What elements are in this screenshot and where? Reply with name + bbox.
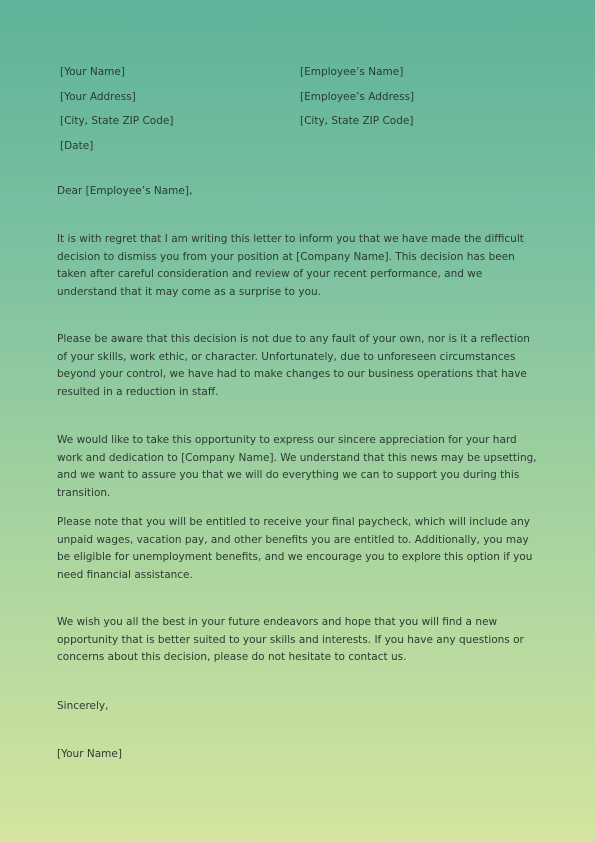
recipient-address: [Employee’s Address] xyxy=(300,90,415,103)
sender-city-state-zip: [City, State ZIP Code] xyxy=(60,115,174,127)
signature-name: [Your Name] xyxy=(57,748,122,760)
recipient-name: [Employee’s Name] xyxy=(300,66,404,78)
paragraph-3: We would like to take this opportunity to express our sincere appreciation for your hard work and dedication to [Company Name]. We understand that this news may be upsetting, and we want to assure you that we will do everything we can to support you during this transition. xyxy=(57,434,537,499)
sender-address: [Your Address] xyxy=(60,90,136,103)
greeting: Dear [Employee’s Name], xyxy=(57,185,193,197)
recipient-city-state-zip: [City, State ZIP Code] xyxy=(300,115,414,127)
paragraph-5: We wish you all the best in your future endeavors and hope that you will find a new opportunity that is better suited to your skills and interests. If you have any questions or concerns about this decision, please do not hesitate to contact us. xyxy=(57,616,524,663)
paragraph-4: Please note that you will be entitled to receive your final paycheck, which will include any unpaid wages, vacation pay, and other benefits you are entitled to. Additionally, you may be eligible for unemployment benefits, and we encourage you to explore this option if you need financial assistance. xyxy=(57,516,533,581)
paragraph-2: Please be aware that this decision is not due to any fault of your own, nor is it a reflection of your skills, work ethic, or character. Unfortunately, due to unforeseen circumstances beyond your control, we have had to make changes to our business operations that have resulted in a reduction in staff. xyxy=(57,333,530,398)
paragraph-1: It is with regret that I am writing this letter to inform you that we have made the difficult decision to dismiss you from your position at [Company Name]. This decision has been taken after careful consideration and review of your recent performance, and we understand that it may come as a surprise to you. xyxy=(57,233,524,298)
letter-date: [Date] xyxy=(60,139,94,152)
sender-name: [Your Name] xyxy=(60,66,125,78)
closing: Sincerely, xyxy=(57,700,109,712)
sender-address-block xyxy=(60,60,173,158)
recipient-address-block xyxy=(300,60,414,134)
